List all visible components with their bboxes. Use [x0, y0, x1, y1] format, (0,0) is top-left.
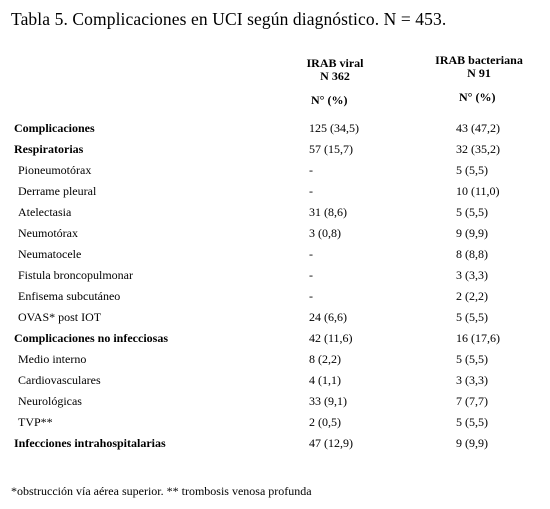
table-row	[0, 184, 550, 205]
value-viral: 33 (9,1)	[309, 394, 347, 408]
table-row	[0, 415, 550, 436]
column-name: IRAB bacteriana	[435, 53, 523, 67]
value-bacteriana: 9 (9,9)	[456, 436, 488, 450]
value-bacteriana: 7 (7,7)	[456, 394, 488, 408]
column-header-irab-viral	[296, 57, 374, 83]
table-row	[0, 289, 550, 310]
row-label: Derrame pleural	[18, 184, 97, 198]
value-viral: 125 (34,5)	[309, 121, 359, 135]
column-unit-viral: N° (%)	[311, 93, 348, 107]
value-bacteriana: 3 (3,3)	[456, 268, 488, 282]
table-row	[0, 310, 550, 331]
value-viral: 4 (1,1)	[309, 373, 341, 387]
column-n: N 362	[320, 69, 350, 83]
row-label: Atelectasia	[18, 205, 72, 219]
value-bacteriana: 16 (17,6)	[456, 331, 500, 345]
value-viral: -	[309, 289, 313, 303]
row-label: Neumatocele	[18, 247, 82, 261]
row-label: OVAS* post IOT	[18, 310, 102, 324]
value-bacteriana: 3 (3,3)	[456, 373, 488, 387]
value-viral: 3 (0,8)	[309, 226, 341, 240]
value-viral: -	[309, 163, 313, 177]
table-row	[0, 373, 550, 394]
value-viral: 2 (0,5)	[309, 415, 341, 429]
row-label: Fistula broncopulmonar	[18, 268, 133, 282]
table-row	[0, 268, 550, 289]
row-label: Neurológicas	[18, 394, 82, 408]
column-name: IRAB viral	[306, 56, 364, 70]
value-viral: 8 (2,2)	[309, 352, 341, 366]
value-viral: -	[309, 184, 313, 198]
value-bacteriana: 5 (5,5)	[456, 205, 488, 219]
table-row	[0, 394, 550, 415]
table-row	[0, 121, 550, 142]
table-title: Tabla 5. Complicaciones en UCI según diagnóstico. N = 453.	[11, 9, 447, 29]
row-label: Cardiovasculares	[18, 373, 101, 387]
footnote: *obstrucción vía aérea superior. ** trombosis venosa profunda	[11, 484, 312, 498]
value-viral: -	[309, 247, 313, 261]
row-label: Enfisema subcutáneo	[18, 289, 121, 303]
value-viral: -	[309, 268, 313, 282]
column-unit-bacteriana: N° (%)	[459, 90, 496, 104]
value-bacteriana: 5 (5,5)	[456, 310, 488, 324]
row-label: Complicaciones no infecciosas	[14, 331, 168, 345]
row-label: Infecciones intrahospitalarias	[14, 436, 166, 450]
row-label: Pioneumotórax	[18, 163, 92, 177]
value-viral: 31 (8,6)	[309, 205, 347, 219]
value-bacteriana: 43 (47,2)	[456, 121, 500, 135]
value-viral: 57 (15,7)	[309, 142, 353, 156]
value-bacteriana: 32 (35,2)	[456, 142, 500, 156]
row-label: TVP**	[18, 415, 53, 429]
table-row	[0, 352, 550, 373]
value-viral: 24 (6,6)	[309, 310, 347, 324]
value-bacteriana: 8 (8,8)	[456, 247, 488, 261]
row-label: Neumotórax	[18, 226, 78, 240]
row-label: Respiratorias	[14, 142, 84, 156]
table-row	[0, 226, 550, 247]
table-row	[0, 247, 550, 268]
table-row	[0, 163, 550, 184]
row-label: Complicaciones	[14, 121, 95, 135]
column-n: N 91	[467, 66, 491, 80]
value-viral: 47 (12,9)	[309, 436, 353, 450]
value-bacteriana: 5 (5,5)	[456, 352, 488, 366]
table-body	[0, 121, 550, 457]
row-label: Medio interno	[18, 352, 87, 366]
value-bacteriana: 9 (9,9)	[456, 226, 488, 240]
value-bacteriana: 10 (11,0)	[456, 184, 500, 198]
value-bacteriana: 2 (2,2)	[456, 289, 488, 303]
table-row	[0, 436, 550, 457]
table-row	[0, 205, 550, 226]
value-bacteriana: 5 (5,5)	[456, 415, 488, 429]
table-row	[0, 331, 550, 352]
value-bacteriana: 5 (5,5)	[456, 163, 488, 177]
table-row	[0, 142, 550, 163]
value-viral: 42 (11,6)	[309, 331, 353, 345]
column-header-irab-bacteriana	[422, 54, 536, 80]
